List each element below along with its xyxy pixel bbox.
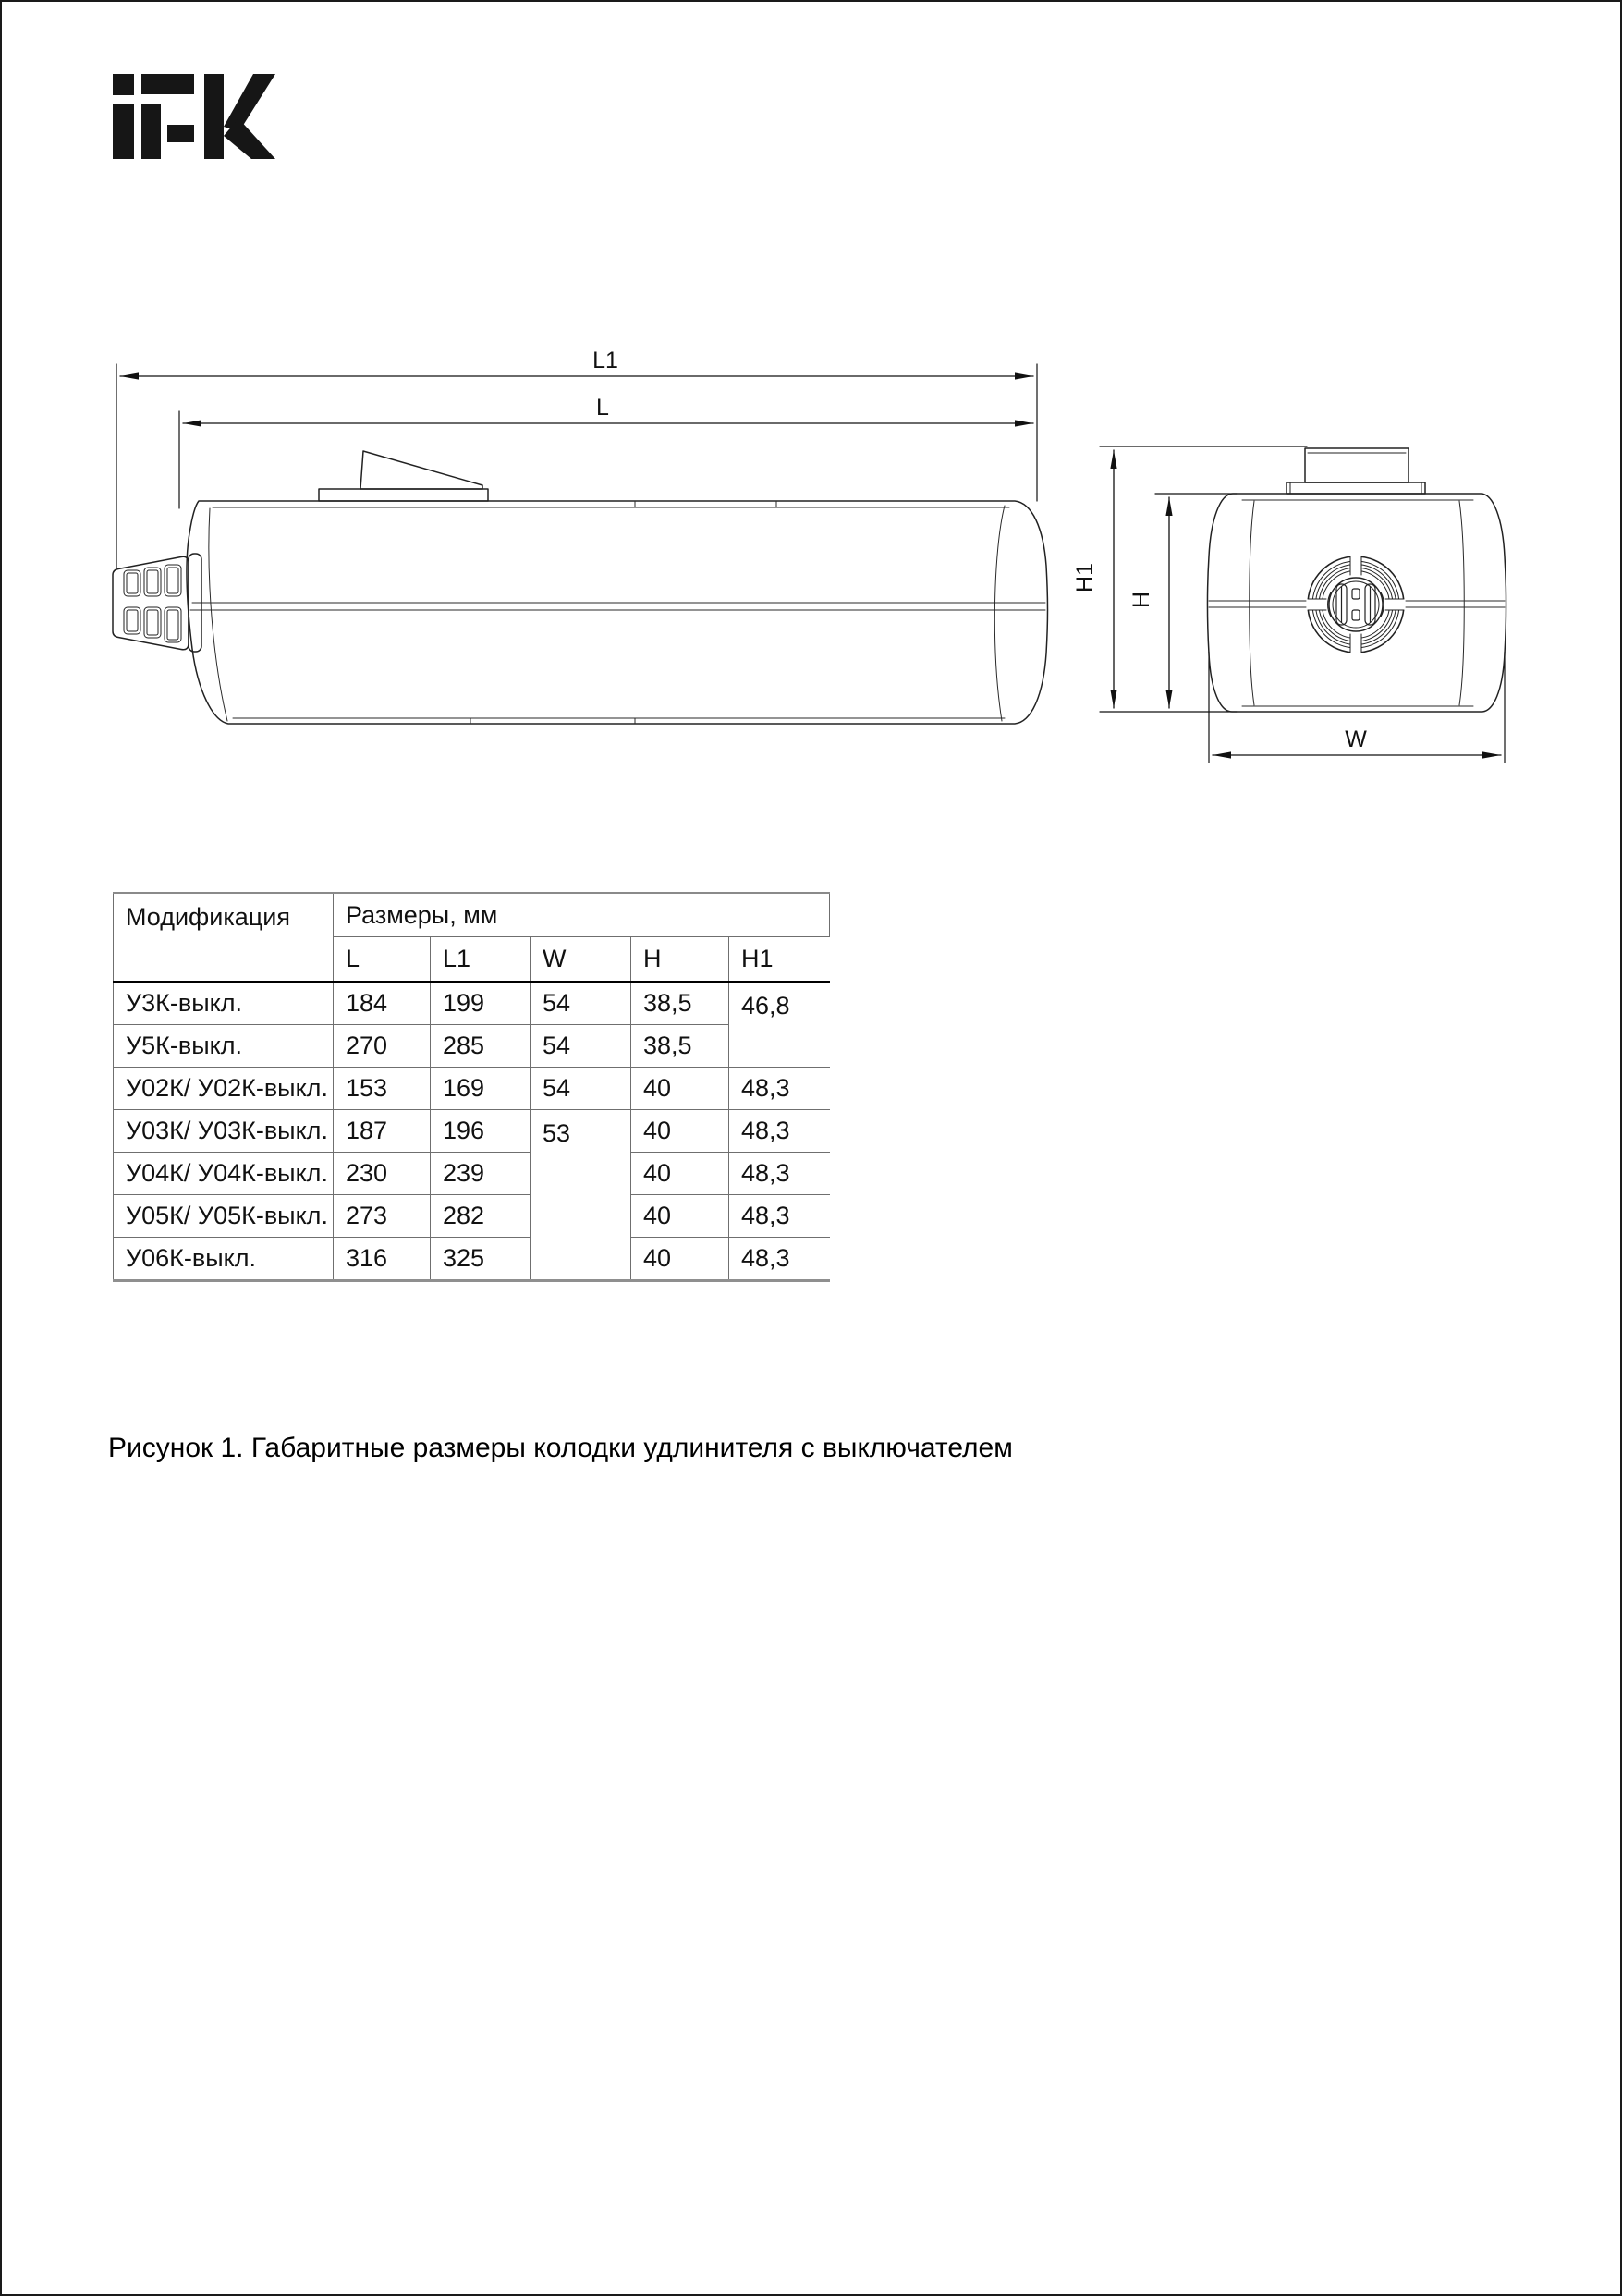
logo-k-upper-arm xyxy=(224,74,275,131)
dim-label-W: W xyxy=(1345,727,1367,752)
table-cell-mod: У02К/ У02К-выкл. xyxy=(114,1068,334,1110)
table-cell-W: 54 xyxy=(531,1068,631,1110)
table-cell-L: 270 xyxy=(334,1025,431,1068)
dim-label-H1: H1 xyxy=(1072,563,1098,592)
table-cell-L1: 199 xyxy=(431,982,531,1025)
switch-end xyxy=(1287,448,1425,494)
logo-k-stem xyxy=(204,74,224,159)
end-seam-details xyxy=(1209,500,1505,706)
table-cell-W: 54 xyxy=(531,1025,631,1068)
table-cell-L: 316 xyxy=(334,1238,431,1281)
logo-e-top xyxy=(141,74,194,94)
table-row xyxy=(114,1195,830,1238)
table-cell-H1: 46,8 xyxy=(729,982,830,1068)
logo-e-stem xyxy=(141,104,161,159)
table-cell-mod: У03К/ У03К-выкл. xyxy=(114,1110,334,1153)
table-cell-H: 40 xyxy=(631,1068,729,1110)
table-row xyxy=(114,1238,830,1281)
cord-grip xyxy=(113,554,201,652)
socket-contacts xyxy=(1328,584,1384,625)
table-cell-mod: У05К/ У05К-выкл. xyxy=(114,1195,334,1238)
table-cell-W: 53 xyxy=(531,1110,631,1281)
table-cell-H: 40 xyxy=(631,1238,729,1281)
table-cell-L1: 169 xyxy=(431,1068,531,1110)
table-cell-L: 273 xyxy=(334,1195,431,1238)
header-cell-W: W xyxy=(531,937,631,983)
switch-base-plate xyxy=(1287,482,1425,494)
table-cell-H1: 48,3 xyxy=(729,1238,830,1281)
table-cell-L1: 196 xyxy=(431,1110,531,1153)
table-cell-H1: 48,3 xyxy=(729,1153,830,1195)
table-cell-mod: У04К/ У04К-выкл. xyxy=(114,1153,334,1195)
socket-face xyxy=(1307,556,1405,653)
header-cell-H1: H1 xyxy=(729,937,830,983)
header-cell-L: L xyxy=(334,937,431,983)
table-cell-H: 40 xyxy=(631,1153,729,1195)
table-cell-mod: У3К-выкл. xyxy=(114,982,334,1025)
header-cell-modification: Модификация xyxy=(114,893,334,982)
technical-drawing xyxy=(2,2,1622,871)
table-cell-mod: У06К-выкл. xyxy=(114,1238,334,1281)
header-cell-H: H xyxy=(631,937,729,983)
table-cell-L1: 285 xyxy=(431,1025,531,1068)
table-cell-L: 153 xyxy=(334,1068,431,1110)
table-cell-L1: 282 xyxy=(431,1195,531,1238)
switch-side xyxy=(319,451,488,501)
logo-e-dash xyxy=(167,125,194,142)
table-row xyxy=(114,1025,830,1068)
table-cell-H: 40 xyxy=(631,1195,729,1238)
dimensions-table xyxy=(113,892,830,1282)
switch-lever xyxy=(360,451,482,489)
table-row xyxy=(114,982,830,1025)
logo-i-dot xyxy=(113,74,134,95)
switch-block xyxy=(1305,448,1409,482)
table-cell-H1: 48,3 xyxy=(729,1195,830,1238)
side-view xyxy=(113,348,1048,724)
dim-label-L1: L1 xyxy=(592,348,618,373)
table-cell-L: 230 xyxy=(334,1153,431,1195)
figure-caption: Рисунок 1. Габаритные размеры колодки удлинителя с выключателем xyxy=(108,1433,1013,1463)
side-seam-details xyxy=(190,501,1045,724)
table-cell-L1: 239 xyxy=(431,1153,531,1195)
dim-label-H: H xyxy=(1128,591,1154,609)
logo-i-stem xyxy=(113,104,134,159)
iek-logo xyxy=(113,74,275,159)
table-cell-H: 38,5 xyxy=(631,1025,729,1068)
dimensions-table-body xyxy=(114,982,830,1281)
table-cell-mod: У5К-выкл. xyxy=(114,1025,334,1068)
table-cell-H: 40 xyxy=(631,1110,729,1153)
table-row xyxy=(114,1110,830,1153)
body-outline-side xyxy=(187,501,1048,724)
table-cell-L1: 325 xyxy=(431,1238,531,1281)
grip-vents xyxy=(124,565,181,642)
header-cell-L1: L1 xyxy=(431,937,531,983)
table-cell-W: 54 xyxy=(531,982,631,1025)
body-outline-end xyxy=(1208,494,1506,712)
table-row xyxy=(114,1068,830,1110)
table-cell-H1: 48,3 xyxy=(729,1110,830,1153)
table-header-row-1 xyxy=(114,893,830,937)
table-row xyxy=(114,1153,830,1195)
table-cell-H: 38,5 xyxy=(631,982,729,1025)
switch-base xyxy=(319,489,488,501)
table-cell-L: 184 xyxy=(334,982,431,1025)
table-cell-L: 187 xyxy=(334,1110,431,1153)
dim-label-L: L xyxy=(596,395,609,421)
table-cell-H1: 48,3 xyxy=(729,1068,830,1110)
side-extension-lines xyxy=(116,364,1037,568)
header-cell-dimensions-group: Размеры, мм xyxy=(334,893,830,937)
end-view xyxy=(1072,446,1506,763)
